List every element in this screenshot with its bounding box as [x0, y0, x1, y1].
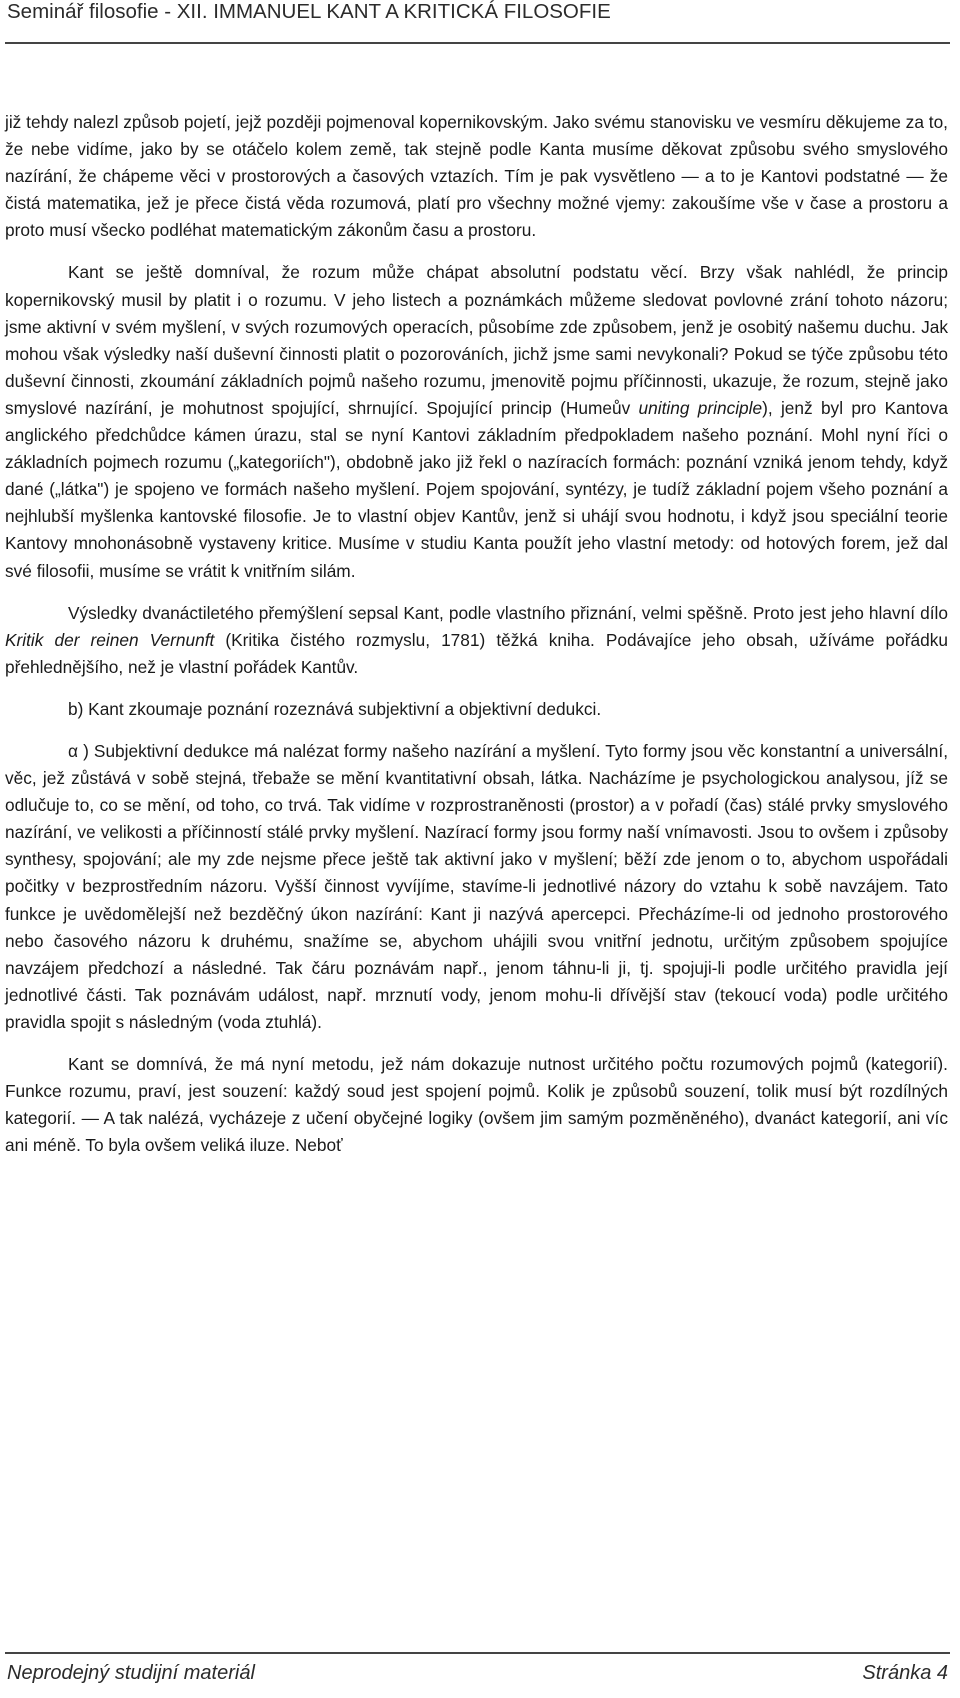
- page-footer: [5, 1652, 950, 1698]
- paragraph-alpha: α ) Subjektivní dedukce má nalézat formy našeho nazírání a myšlení. Tyto formy jsou věc konstantní a universální, věc, jež zůstává v sobě stejná, třebaže se mění kvantitativní obsah, látka. Nacházíme je psychologickou analysou, jíž se odlučuje to, co se mění, od toho, co trvá. Tak vidíme v rozprostraněnosti (prostor) a v pořadí (čas) stálé prvky smyslového nazírání, ve velikosti a příčinností stálé prvky myšlení. Nazírací formy jsou formy naší vnímavosti. Jsou to ovšem i způsoby synthesy, spojování; ale my zde nejsme přece ještě tak aktivní jako v myšlení; běží zde jenom o to, abychom uspořádali počitky v bezprostředním názoru. Vyšší činnost vyvíjíme, stavíme-li jednotlivé názory do vztahu k sobě navzájem. Tato funkce je uvědomělejší než bezděčný úkon nazírání: Kant ji nazývá apercepci. Přecházíme-li od jednoho prostorového nebo časového názoru k druhému, snažíme se, abychom uhájili svou vnitřní jednotu, určitým způsobem spojujíce navzájem předchozí a následné. Tak čáru poznávám např., jenom táhnu-li ji, tj. spojuji-li podle určitého pravidla její jednotlivé části. Tak poznávám událost, např. mrznutí vody, jenom mohu-li dřívější stav (tekoucí voda) podle určitého pravidla spojit s následným (voda ztuhlá).: [5, 740, 948, 1032]
- paragraph-2-text-a: Kant se ještě domníval, že rozum může chápat absolutní podstatu věcí. Brzy však nahlédl, že princip kopernikovský musil by platit i o rozumu. V jeho listech a poznámkách můžeme sledovat povlovné zrání tohoto názoru; jsme aktivní v svém myšlení, v svých rozumových operacích, působíme zde způsobem, jenž je osobitý našemu duchu. Jak mohou však výsledky naší duševní činnosti platit o pozorováních, jichž jsme sami nevykonali? Pokud se týče způsobu této duševní činnosti, zkoumání základních pojmů našeho rozumu, jmenovitě pojmu příčinnosti, ukazuje, že rozum, stejně jako smyslové nazírání, je mohutnost spojující, shrnující. Spojující princip (Humeův: [5, 262, 948, 418]
- paragraph-1: již tehdy nalezl způsob pojetí, jejž později pojmenoval kopernikovským. Jako svému stanovisku ve vesmíru děkujeme za to, že nebe vidíme, jako by se otáčelo kolem země, tak stejně podle Kanta musíme děkovat způsobu svého smyslového nazírání, že chápeme věci v prostorových a časových vztazích. Tím je pak vysvětleno — a to je Kantovi podstatné — že čistá matematika, jež je přece čistá věda rozumová, platí pro všechny možné vjemy: zakoušíme vše v čase a prostoru a proto musí všecko podléhat matematickým zákonům času a prostoru.: [5, 112, 948, 241]
- paragraph-3-italic-title: Kritik der reinen Vernunft: [5, 629, 215, 650]
- footer-note: Neprodejný studijní materiál: [7, 1662, 255, 1684]
- footer-rule: [5, 1652, 950, 1654]
- paragraph-3: [5, 600, 948, 681]
- paragraph-2-italic: uniting principle: [638, 397, 763, 418]
- body-text: [5, 109, 948, 1159]
- header-rule: [5, 42, 950, 44]
- paragraph-6: Kant se domnívá, že má nyní metodu, jež nám dokazuje nutnost určitého počtu rozumových pojmů (kategorií). Funkce rozumu, praví, jest souzení: každý soud jest spojení pojmů. Kolik je způsobů souzení, tolik musí být rozdílných kategorií. — A tak nalézá, vycházeje z učení obyčejné logiky (ovšem jim samým pozměněného), dvanáct kategorií, ani víc ani méně. To byla ovšem veliká iluze. Neboť: [5, 1054, 948, 1156]
- paragraph-2-text-b: ), jenž byl pro Kantova anglického předchůdce kámen úrazu, stal se nyní Kantovi základním předpokladem našeho poznání. Mohl nyní říci o základních pojmech rozumu („kategoriích"), obdobně jako již řekl o nazíracích formách: poznání vzniká jenom tehdy, když dané („látka") je spojeno ve formách našeho myšlení. Pojem spojování, syntézy, je tudíž základní pojem všeho poznání a nejhlubší myšlenka kantovské filosofie. Je to vlastní objev Kantův, jenž si uhájí svou hodnotu, i když jsou speciální teorie Kantovy mnohonásobně vystaveny kritice. Musíme v studiu Kanta použít jeho vlastní metody: od hotových forem, jež dal své filosofii, musíme se vrátit k vnitřním silám.: [5, 397, 948, 581]
- header-title: Seminář filosofie - XII. IMMANUEL KANT A KRITICKÁ FILOSOFIE: [7, 0, 611, 23]
- page-header: [5, 0, 950, 44]
- paragraph-3-text-b: (Kritika čistého rozmyslu, 1781) těžká kniha. Podávajíce jeho obsah, užíváme pořádku přehlednějšího, než je vlastní pořádek Kantův.: [5, 629, 948, 677]
- section-heading-b: b) Kant zkoumaje poznání rozeznává subjektivní a objektivní dedukci.: [68, 698, 602, 719]
- paragraph-2: [5, 259, 948, 584]
- paragraph-3-text-a: Výsledky dvanáctiletého přemýšlení sepsal Kant, podle vlastního přiznání, velmi spěšně. Proto jest jeho hlavní dílo: [68, 602, 948, 623]
- page-number: Stránka 4: [862, 1662, 948, 1684]
